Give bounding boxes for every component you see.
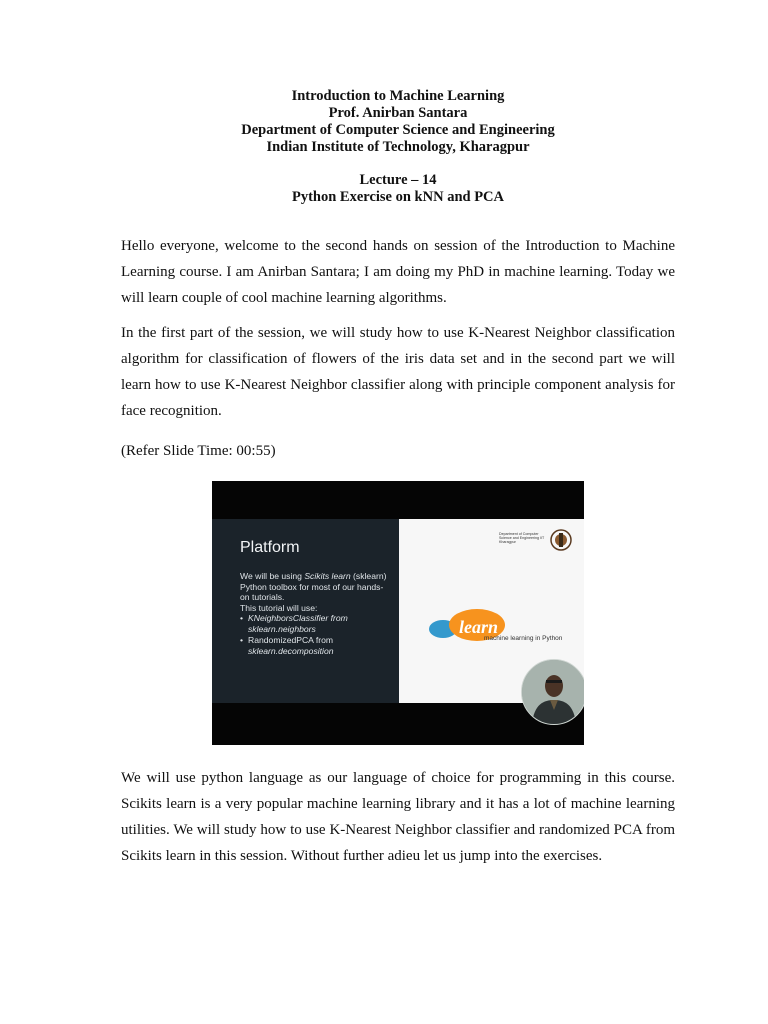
slide-bullet-list (240, 613, 390, 656)
lecture-slide-image (212, 481, 584, 745)
scikit-learn-tagline: machine learning in Python (484, 635, 563, 642)
slide-uses-label: This tutorial will use: (240, 602, 318, 613)
iit-department-text: Department of Computer Science and Engineering IIT Kharagpur (499, 532, 545, 545)
course-title: Introduction to Machine Learning (291, 88, 505, 104)
scikit-learn-wordmark: learn (459, 617, 499, 637)
institute-name: Indian Institute of Technology, Kharagpur (266, 139, 530, 155)
slide-title: Platform (240, 539, 300, 556)
paragraph-intro: Hello everyone, welcome to the second hands on session of the Introduction to Machine Learning course. I am Anirban Santara; I am doing my PhD in machine learning. Today we will learn couple of cool machine learning algorithms. (121, 238, 675, 306)
slide-text-panel (212, 519, 399, 703)
slide-body (240, 571, 390, 657)
lecture-number: Lecture – 14 (359, 172, 437, 188)
document-header (0, 88, 768, 206)
department-name: Department of Computer Science and Engineering (241, 122, 555, 138)
speaker-person-icon (522, 660, 584, 724)
slide-intro-text: We will be using Scikits learn (sklearn) Python toolbox for most of our hands-on tutorials. (240, 571, 387, 602)
speaker-video-thumbnail (521, 659, 584, 725)
refer-slide-time: (Refer Slide Time: 00:55) (121, 443, 276, 459)
slide-bullet: • RandomizedPCA from sklearn.decomposition (248, 635, 390, 656)
lecture-topic: Python Exercise on kNN and PCA (291, 189, 504, 205)
slide-bullet: • KNeighborsClassifier from sklearn.neighbors (248, 613, 390, 634)
iit-kharagpur-logo-icon (550, 529, 572, 551)
professor-name: Prof. Anirban Santara (328, 105, 468, 121)
paragraph-tools: We will use python language as our language of choice for programming in this course. Scikits learn is a very popular machine learning library and it has a lot of machine learning utilities. We will study how to use K-Nearest Neighbor classifier and randomized PCA from Scikits learn in this session. Without further adieu let us jump into the exercises. (121, 770, 675, 864)
paragraph-session-plan: In the first part of the session, we will study how to use K-Nearest Neighbor classification algorithm for classification of flowers of the iris data set and in the second part we will learn how to use K-Nearest Neighbor classifier along with principle component analysis for face recognition. (121, 325, 675, 419)
